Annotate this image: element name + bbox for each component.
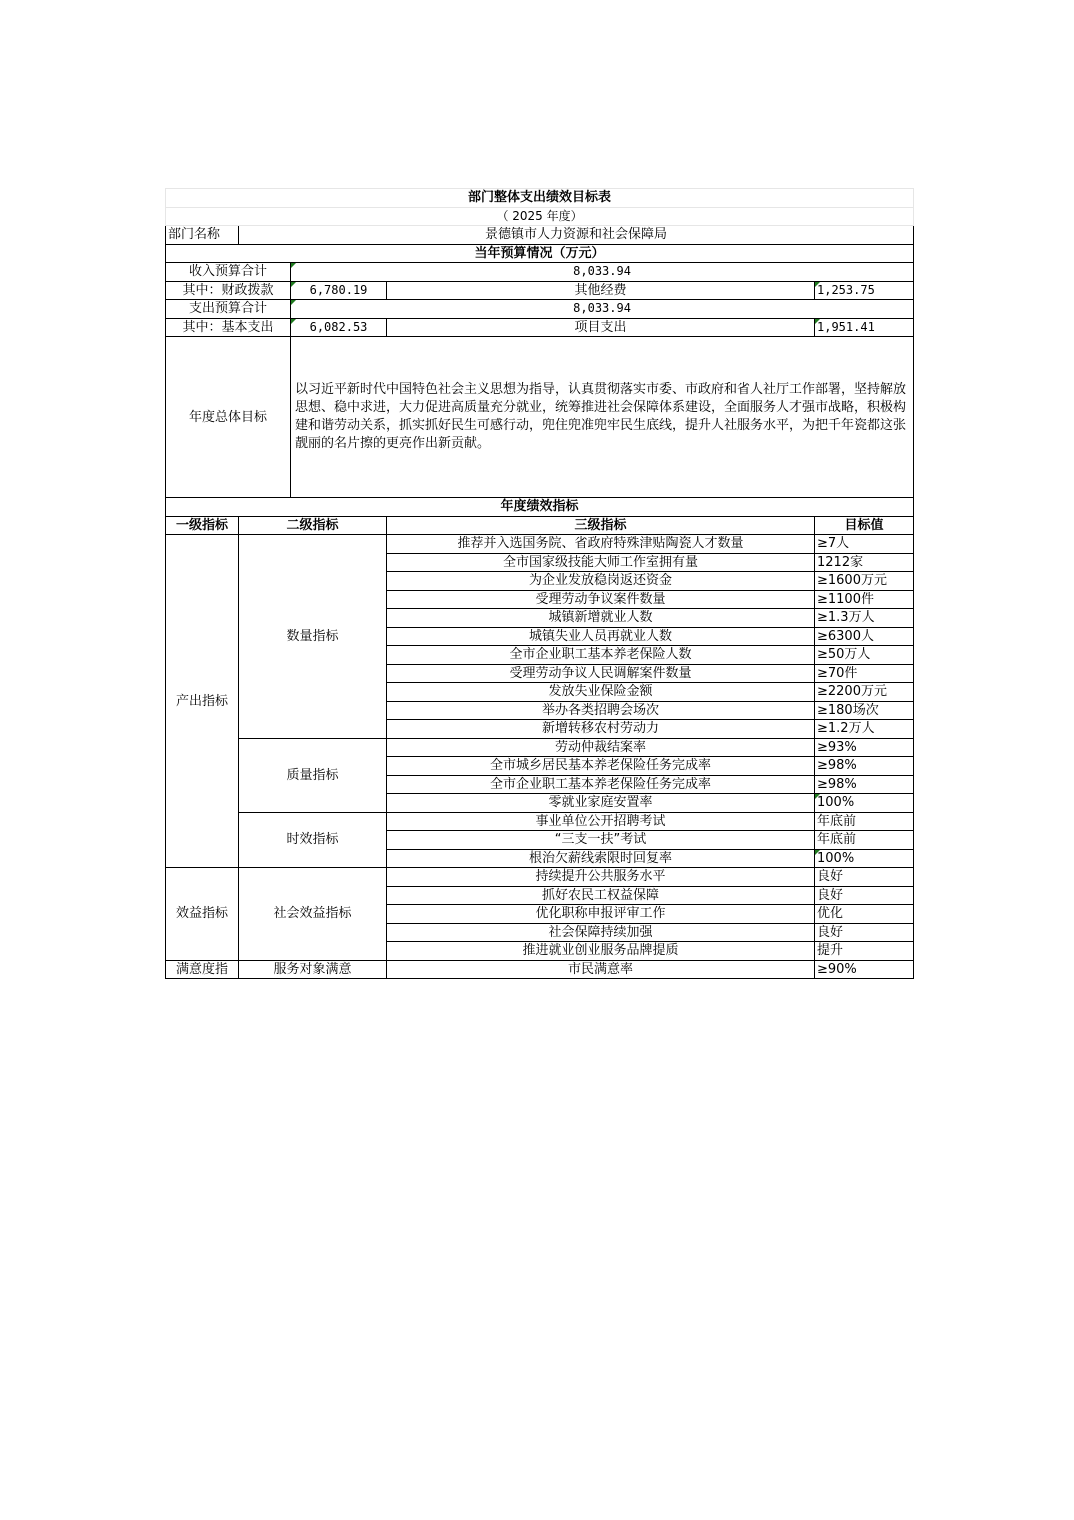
indicator-target: 提升 bbox=[815, 942, 914, 961]
indicator-target: ≥1600万元 bbox=[815, 572, 914, 591]
indicator-name: 新增转移农村劳动力 bbox=[387, 720, 815, 739]
other-value: 1,253.75 bbox=[815, 281, 914, 300]
expense-total-value: 8,033.94 bbox=[291, 300, 914, 319]
indicator-name: 劳动仲裁结案率 bbox=[387, 738, 815, 757]
indicator-target: ≥50万人 bbox=[815, 646, 914, 665]
level2-social-benefit: 社会效益指标 bbox=[239, 868, 387, 961]
level1-satisfaction: 满意度指 bbox=[166, 960, 239, 979]
indicator-name: 根治欠薪线索限时回复率 bbox=[387, 849, 815, 868]
level2-quantity: 数量指标 bbox=[239, 535, 387, 739]
level2-timeliness: 时效指标 bbox=[239, 812, 387, 868]
indicator-target: ≥1.2万人 bbox=[815, 720, 914, 739]
goal-text: 以习近平新时代中国特色社会主义思想为指导，认真贯彻落实市委、市政府和省人社厅工作部署，坚持解放思想、稳中求进，大力促进高质量充分就业，统筹推进社会保障体系建设，全面服务人才强市战略，积极构建和谐劳动关系，抓实抓好民生可感行动，兜住兜准兜牢民生底线，提升人社服务水平，为把千年瓷都这张靓丽的名片擦的更亮作出新贡献。 bbox=[291, 337, 914, 498]
header-level1: 一级指标 bbox=[166, 516, 239, 535]
indicator-target: 优化 bbox=[815, 905, 914, 924]
indicator-name: 为企业发放稳岗返还资金 bbox=[387, 572, 815, 591]
indicator-target: ≥98% bbox=[815, 757, 914, 776]
header-level3: 三级指标 bbox=[387, 516, 815, 535]
basic-value: 6,082.53 bbox=[291, 318, 387, 337]
indicator-target: ≥1.3万人 bbox=[815, 609, 914, 628]
fiscal-value: 6,780.19 bbox=[291, 281, 387, 300]
level2-quality: 质量指标 bbox=[239, 738, 387, 812]
indicator-name: 推荐并入选国务院、省政府特殊津贴陶瓷人才数量 bbox=[387, 535, 815, 554]
indicator-target: ≥6300人 bbox=[815, 627, 914, 646]
header-target: 目标值 bbox=[815, 516, 914, 535]
project-label: 项目支出 bbox=[387, 318, 815, 337]
income-total-label: 收入预算合计 bbox=[166, 263, 291, 282]
indicator-target: 良好 bbox=[815, 886, 914, 905]
indicator-name: 零就业家庭安置率 bbox=[387, 794, 815, 813]
indicator-name: 城镇失业人员再就业人数 bbox=[387, 627, 815, 646]
header-level2: 二级指标 bbox=[239, 516, 387, 535]
indicator-target: 年底前 bbox=[815, 831, 914, 850]
indicator-name: 全市企业职工基本养老保险人数 bbox=[387, 646, 815, 665]
fiscal-label: 其中：财政拨款 bbox=[166, 281, 291, 300]
indicator-name: 推进就业创业服务品牌提质 bbox=[387, 942, 815, 961]
indicator-target: ≥90% bbox=[815, 960, 914, 979]
basic-label: 其中：基本支出 bbox=[166, 318, 291, 337]
level2-service-satisfaction: 服务对象满意 bbox=[239, 960, 387, 979]
year-line: （ 2025 年度） bbox=[166, 207, 914, 226]
budget-section-title: 当年预算情况（万元） bbox=[166, 244, 914, 263]
indicator-target: 1212家 bbox=[815, 553, 914, 572]
sheet-title: 部门整体支出绩效目标表 bbox=[166, 189, 914, 208]
level1-output: 产出指标 bbox=[166, 535, 239, 868]
income-total-value: 8,033.94 bbox=[291, 263, 914, 282]
indicator-target: ≥98% bbox=[815, 775, 914, 794]
indicator-target: 年底前 bbox=[815, 812, 914, 831]
indicator-name: 受理劳动争议案件数量 bbox=[387, 590, 815, 609]
other-label: 其他经费 bbox=[387, 281, 815, 300]
indicator-target: ≥2200万元 bbox=[815, 683, 914, 702]
indicator-name: 持续提升公共服务水平 bbox=[387, 868, 815, 887]
indicator-target: 良好 bbox=[815, 868, 914, 887]
indicator-target: ≥70件 bbox=[815, 664, 914, 683]
project-value: 1,951.41 bbox=[815, 318, 914, 337]
indicators-section-title: 年度绩效指标 bbox=[166, 498, 914, 517]
indicator-name: 全市国家级技能大师工作室拥有量 bbox=[387, 553, 815, 572]
indicator-name: 发放失业保险金额 bbox=[387, 683, 815, 702]
indicator-name: 市民满意率 bbox=[387, 960, 815, 979]
indicator-name: 受理劳动争议人民调解案件数量 bbox=[387, 664, 815, 683]
indicator-target: ≥93% bbox=[815, 738, 914, 757]
indicator-target: ≥1100件 bbox=[815, 590, 914, 609]
dept-value: 景德镇市人力资源和社会保障局 bbox=[239, 226, 914, 245]
expense-total-label: 支出预算合计 bbox=[166, 300, 291, 319]
indicator-name: 举办各类招聘会场次 bbox=[387, 701, 815, 720]
indicator-name: 优化职称申报评审工作 bbox=[387, 905, 815, 924]
indicator-name: 全市企业职工基本养老保险任务完成率 bbox=[387, 775, 815, 794]
indicator-name: 社会保障持续加强 bbox=[387, 923, 815, 942]
indicator-target: 良好 bbox=[815, 923, 914, 942]
indicator-target: ≥7人 bbox=[815, 535, 914, 554]
performance-target-table bbox=[165, 188, 914, 979]
indicator-target: ≥180场次 bbox=[815, 701, 914, 720]
indicator-name: 城镇新增就业人数 bbox=[387, 609, 815, 628]
indicator-name: 抓好农民工权益保障 bbox=[387, 886, 815, 905]
performance-target-sheet bbox=[165, 188, 913, 979]
goal-label: 年度总体目标 bbox=[166, 337, 291, 498]
indicator-target: 100% bbox=[815, 849, 914, 868]
level1-benefit: 效益指标 bbox=[166, 868, 239, 961]
indicator-name: 全市城乡居民基本养老保险任务完成率 bbox=[387, 757, 815, 776]
indicator-name: 事业单位公开招聘考试 bbox=[387, 812, 815, 831]
dept-label: 部门名称 bbox=[166, 226, 239, 245]
indicator-name: “三支一扶”考试 bbox=[387, 831, 815, 850]
indicator-target: 100% bbox=[815, 794, 914, 813]
